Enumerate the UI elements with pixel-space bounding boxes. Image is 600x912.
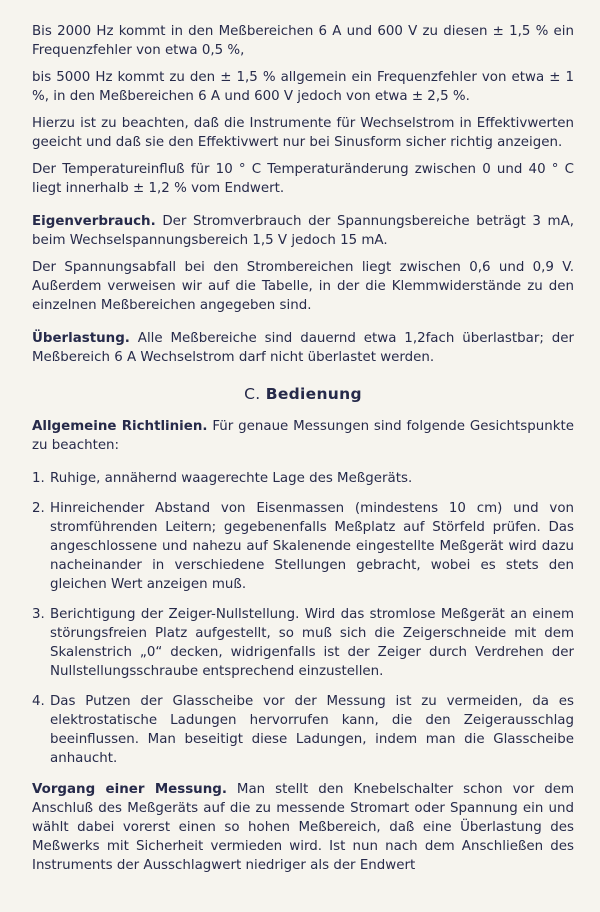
- guidelines-list: [32, 469, 574, 768]
- paragraph-voltage-drop: Der Spannungsabfall bei den Strombereichen liegt zwischen 0,6 und 0,9 V. Außerdem verweisen wir auf die Tabelle, in der die Klemmwiderstände zu den einzelnen Meßbereichen angegeben sind.: [32, 260, 574, 313]
- section-heading: [32, 385, 574, 403]
- paragraph-effective-value: Hierzu ist zu beachten, daß die Instrumente für Wechselstrom in Effektivwerten geeicht und daß sie den Effektivwert nur bei Sinusform sicher richtig anzeigen.: [32, 116, 574, 150]
- list-item-number: 3.: [32, 607, 45, 622]
- list-item: [32, 692, 574, 768]
- ueberlastung-heading: Überlastung.: [32, 331, 130, 346]
- richtlinien-heading: Allgemeine Richtlinien.: [32, 419, 208, 434]
- paragraph-eigenverbrauch: [32, 212, 574, 250]
- paragraph-ueberlastung: [32, 329, 574, 367]
- paragraph-frequency-5000: bis 5000 Hz kommt zu den ± 1,5 % allgemein ein Frequenzfehler von etwa ± 1 %, in den Meßbereichen 6 A und 600 V jedoch von etwa ± 2,5 %.: [32, 70, 574, 104]
- eigenverbrauch-text: Der Stromverbrauch der Spannungsbereiche beträgt 3 mA, beim Wechselspannungsbereich 1,5 V jedoch 15 mA.: [32, 214, 574, 248]
- paragraph-temperature: Der Temperatureinfluß für 10 ° C Temperaturänderung zwischen 0 und 40 ° C liegt innerhalb ± 1,2 % vom Endwert.: [32, 162, 574, 196]
- list-item: [32, 469, 574, 488]
- vorgang-text: Man stellt den Knebelschalter schon vor dem Anschluß des Meßgeräts auf die zu messende Stromart oder Spannung ein und wählt dabei vorerst einen so hohen Meßbereich, daß eine Überlastung des Meßwerks mit Sicherheit vermieden wird. Ist nun nach dem Anschließen des Instruments der Ausschlagwert niedriger als der Endwert: [32, 782, 574, 873]
- section-name: Bedienung: [265, 385, 362, 403]
- list-item-text: Berichtigung der Zeiger-Nullstellung. Wird das stromlose Meßgerät an einem störungsfreien Platz aufgestellt, so muß sich die Zeigerschneide mit dem Skalenstrich „0“ decken, widrigenfalls ist der Zeiger durch Verdrehen der Nullstellungsschraube entsprechend einzustellen.: [50, 607, 574, 679]
- list-item: [32, 605, 574, 681]
- paragraph-richtlinien: [32, 417, 574, 455]
- vorgang-heading: Vorgang einer Messung.: [32, 782, 227, 797]
- paragraph-vorgang: [32, 780, 574, 875]
- eigenverbrauch-heading: Eigenverbrauch.: [32, 214, 156, 229]
- section-letter: C.: [244, 385, 261, 403]
- paragraph-frequency-2000: Bis 2000 Hz kommt in den Meßbereichen 6 A und 600 V zu diesen ± 1,5 % ein Frequenzfehler von etwa 0,5 %,: [32, 24, 574, 58]
- list-item-text: Ruhige, annähernd waagerechte Lage des Meßgeräts.: [50, 471, 413, 486]
- list-item-text: Das Putzen der Glasscheibe vor der Messung ist zu vermeiden, da es elektrostatische Ladungen hervorrufen kann, die den Zeigerausschlag beeinflussen. Man beseitigt diese Ladungen, indem man die Glasscheibe anhaucht.: [50, 694, 574, 766]
- ueberlastung-text: Alle Meßbereiche sind dauernd etwa 1,2fach überlastbar; der Meßbereich 6 A Wechselstrom darf nicht überlastet werden.: [32, 331, 574, 365]
- richtlinien-text: Für genaue Messungen sind folgende Gesichtspunkte zu beachten:: [32, 419, 574, 453]
- list-item-number: 4.: [32, 694, 45, 709]
- list-item-text: Hinreichender Abstand von Eisenmassen (mindestens 10 cm) und von stromführenden Leitern; gegebenenfalls Meßplatz auf Störfeld prüfen. Das angeschlossene und nahezu auf Skalenende eingestellte Meßgerät wird dazu nacheinander in verschiedene Stellungen gebracht, wobei es stets den gleichen Wert anzeigen muß.: [50, 501, 574, 592]
- list-item: [32, 499, 574, 594]
- list-item-number: 1.: [32, 471, 45, 486]
- list-item-number: 2.: [32, 501, 45, 516]
